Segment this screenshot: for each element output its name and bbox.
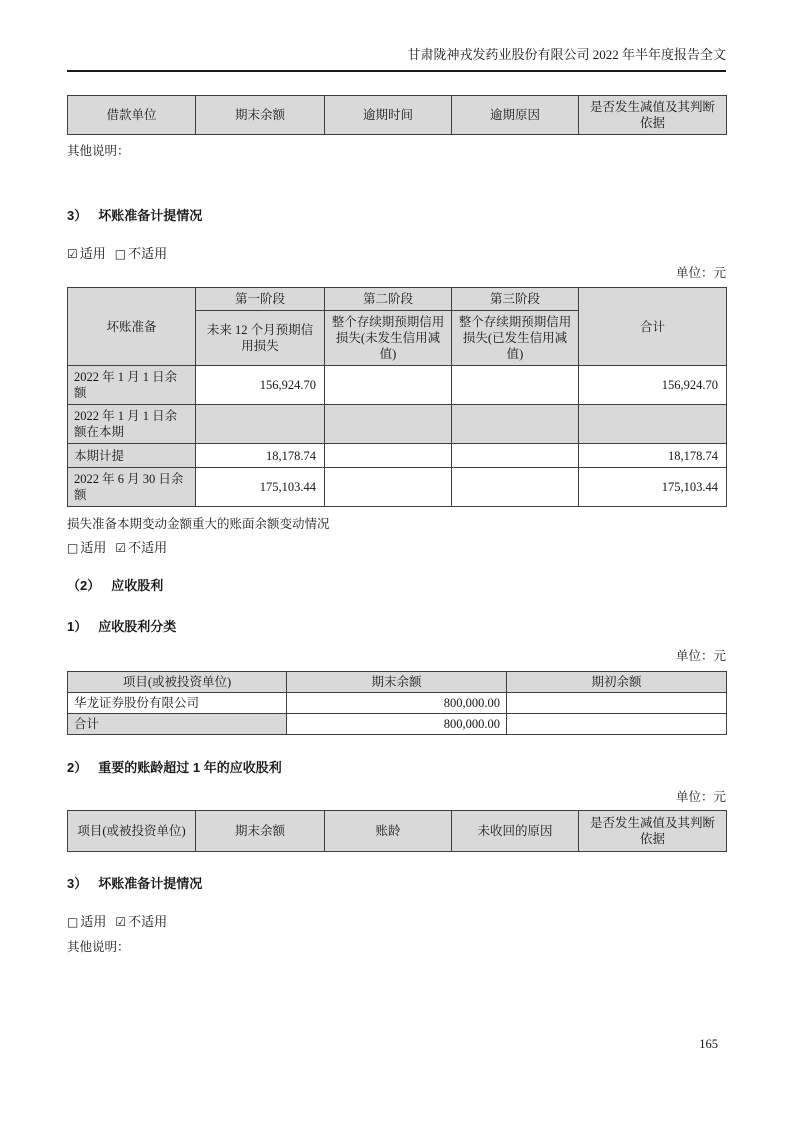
cell-total <box>579 405 727 444</box>
subsection-heading-aged-dividends <box>67 760 726 776</box>
column-header-stage3: 第三阶段 <box>452 288 579 311</box>
table-header-row <box>68 672 727 693</box>
column-header-ending-balance: 期末余额 <box>287 672 507 693</box>
heading-number: 1） <box>67 619 88 634</box>
cell-stage1: 175,103.44 <box>196 468 325 507</box>
heading-number: 3） <box>67 876 88 891</box>
bad-debt-stages-table <box>67 287 727 507</box>
column-header-unrecovered-reason: 未收回的原因 <box>452 811 579 852</box>
column-header-aging: 账龄 <box>325 811 452 852</box>
table-header-row <box>68 288 727 311</box>
row-label: 本期计提 <box>68 444 196 468</box>
cell-stage1 <box>196 405 325 444</box>
column-header-impairment: 是否发生减值及其判断依据 <box>579 96 727 135</box>
heading-number: 3） <box>67 208 88 223</box>
table-row <box>68 693 727 714</box>
column-header-borrower: 借款单位 <box>68 96 196 135</box>
checkbox-checked-icon: ☑ <box>67 247 78 261</box>
table-row <box>68 468 727 507</box>
checkbox-checked-icon: ☑ <box>115 915 127 929</box>
cell-total: 18,178.74 <box>579 444 727 468</box>
cell-beginning-balance <box>507 693 727 714</box>
table-row <box>68 366 727 405</box>
applicable-label: 适用 <box>80 914 107 929</box>
applicable-label: 适用 <box>80 540 107 555</box>
heading-text: 坏账准备计提情况 <box>98 208 203 223</box>
cell-beginning-balance <box>507 714 727 735</box>
subheader-lifetime-ecl-impaired: 整个存续期预期信用损失(已发生信用减值) <box>452 311 579 366</box>
heading-text: 应收股利分类 <box>98 619 177 634</box>
table-row <box>68 405 727 444</box>
cell-total: 156,924.70 <box>579 366 727 405</box>
heading-text: 应收股利 <box>111 578 164 593</box>
row-label: 2022 年 1 月 1 日余额在本期 <box>68 405 196 444</box>
not-applicable-label: 不适用 <box>128 246 168 261</box>
unit-label: 单位：元 <box>675 790 726 804</box>
cell-stage2 <box>325 444 452 468</box>
column-header-stage2: 第二阶段 <box>325 288 452 311</box>
cell-ending-balance: 800,000.00 <box>287 693 507 714</box>
column-header-overdue-time: 逾期时间 <box>325 96 452 135</box>
checkbox-checked-icon: ☑ <box>115 541 127 555</box>
cell-stage3 <box>452 366 579 405</box>
column-header-item: 项目(或被投资单位) <box>68 672 287 693</box>
column-header-ending-balance: 期末余额 <box>196 96 325 135</box>
table-row <box>68 444 727 468</box>
column-header-ending-balance: 期末余额 <box>196 811 325 852</box>
section-heading-dividends-receivable <box>67 578 726 594</box>
cell-stage2 <box>325 468 452 507</box>
cell-stage3 <box>452 444 579 468</box>
column-header-stage1: 第一阶段 <box>196 288 325 311</box>
column-header-overdue-reason: 逾期原因 <box>452 96 579 135</box>
subsection-heading-dividend-classification <box>67 619 726 635</box>
cell-item: 华龙证券股份有限公司 <box>68 693 287 714</box>
cell-stage2 <box>325 366 452 405</box>
cell-stage1: 156,924.70 <box>196 366 325 405</box>
column-header-beginning-balance: 期初余额 <box>507 672 727 693</box>
checkbox-unchecked-icon: □ <box>114 247 127 261</box>
table-header-row <box>68 811 727 852</box>
unit-label: 单位：元 <box>675 649 726 663</box>
not-applicable-label: 不适用 <box>128 540 168 555</box>
other-notes-label-top: 其他说明： <box>67 144 130 158</box>
heading-number: （2） <box>67 578 101 593</box>
dividend-classification-table <box>67 671 727 735</box>
heading-number: 2） <box>67 760 88 775</box>
cell-item-total: 合计 <box>68 714 287 735</box>
applicability-row <box>67 245 726 263</box>
column-header-item: 项目(或被投资单位) <box>68 811 196 852</box>
row-label: 2022 年 1 月 1 日余额 <box>68 366 196 405</box>
overdue-loans-table <box>67 95 727 135</box>
report-header-title: 甘肃陇神戎发药业股份有限公司 2022 年半年度报告全文 <box>67 0 726 72</box>
cell-stage3 <box>452 468 579 507</box>
cell-stage3 <box>452 405 579 444</box>
table-row <box>68 714 727 735</box>
page-number: 165 <box>699 1037 718 1051</box>
section-heading-bad-debt-provision <box>67 208 726 224</box>
cell-total: 175,103.44 <box>579 468 727 507</box>
cell-stage1: 18,178.74 <box>196 444 325 468</box>
heading-text: 重要的账龄超过 1 年的应收股利 <box>98 760 282 775</box>
subheader-lifetime-ecl-no-impair: 整个存续期预期信用损失(未发生信用减值) <box>325 311 452 366</box>
checkbox-unchecked-icon: □ <box>67 541 79 555</box>
corner-header-bad-debt: 坏账准备 <box>68 288 196 366</box>
row-label: 2022 年 6 月 30 日余额 <box>68 468 196 507</box>
column-header-impairment: 是否发生减值及其判断依据 <box>579 811 727 852</box>
other-notes-label-bottom: 其他说明： <box>67 940 130 954</box>
loss-provision-note: 损失准备本期变动金额重大的账面余额变动情况 <box>67 517 330 531</box>
subheader-12month-ecl: 未来 12 个月预期信用损失 <box>196 311 325 366</box>
checkbox-unchecked-icon: □ <box>67 915 79 929</box>
cell-stage2 <box>325 405 452 444</box>
subsection-heading-bad-debt-provision <box>67 876 726 892</box>
applicability-row <box>67 539 726 557</box>
table-header-row <box>68 96 727 135</box>
heading-text: 坏账准备计提情况 <box>98 876 203 891</box>
aged-dividends-table <box>67 810 727 852</box>
cell-ending-balance: 800,000.00 <box>287 714 507 735</box>
applicable-label: 适用 <box>79 246 106 261</box>
column-header-total: 合计 <box>579 288 727 366</box>
unit-label: 单位：元 <box>675 266 726 280</box>
applicability-row <box>67 913 726 931</box>
not-applicable-label: 不适用 <box>128 914 168 929</box>
